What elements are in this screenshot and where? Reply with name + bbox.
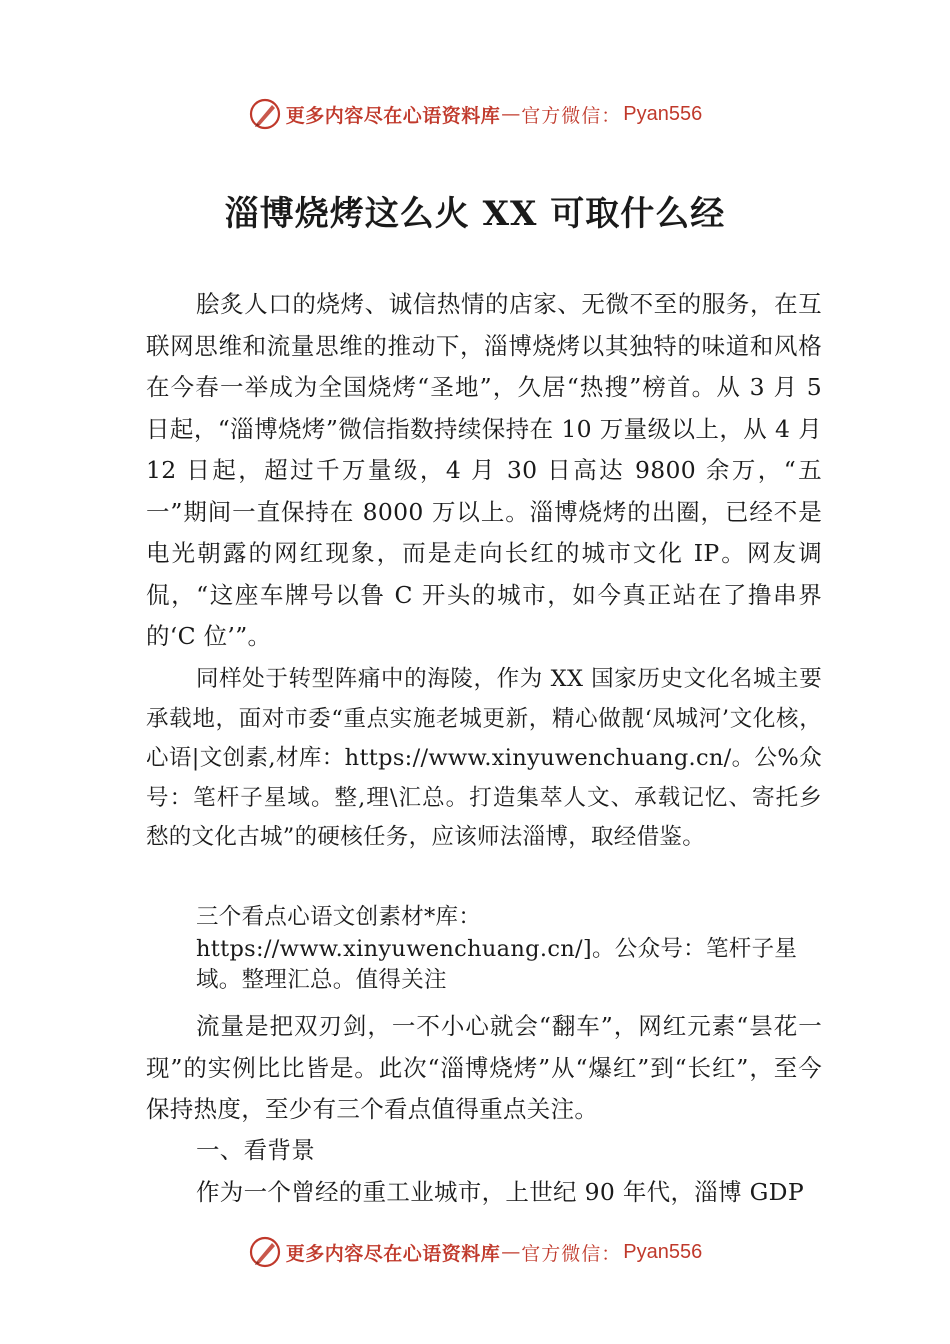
header-banner xyxy=(0,96,950,132)
quill-pen-logo-icon xyxy=(248,97,282,131)
page-title: 淄博烧烤这么火 XX 可取什么经 xyxy=(224,194,726,234)
footer-banner xyxy=(0,1234,950,1270)
paragraph-traffic: 流量是把双刃剑，一不小心就会“翻车”，网红元素“昙花一现”的实例比比皆是。此次“淄博烧烤”从“爆红”到“长红”，至今保持热度，至少有三个看点值得重点关注。 xyxy=(146,1012,822,1123)
banner-dash: — xyxy=(501,103,521,125)
quill-pen-logo-icon xyxy=(248,1235,282,1269)
banner-text: 更多内容尽在心语资料库 xyxy=(285,1242,501,1265)
paragraph-hailing: 同样处于转型阵痛中的海陵，作为 XX 国家历史文化名城主要承载地，面对市委“重点实施老城更新，精心做靓‘凤城河’文化核，心语|文创素,材库：https://www.xinyuwenchuang.cn/。公%众号：笔杆子星域。整,理\汇总。打造集萃人文、承载记忆、寄托乡愁的文化古城”的硬核任务，应该师法淄博，取经借鉴。 xyxy=(146,666,822,850)
paragraph-intro: 脍炙人口的烧烤、诚信热情的店家、无微不至的服务，在互联网思维和流量思维的推动下，淄博烧烤以其独特的味道和风格在今春一举成为全国烧烤“圣地”，久居“热搜”榜首。从 3 月 5 日起，“淄博烧烤”微信指数持续保持在 10 万量级以上，从 4 月 12 日起，超过千万量级，4 月 30 日高达 9800 余万，“五一”期间一直保持在 8000 万以上。淄博烧烤的出圈，已经不是电光朝露的网红现象，而是走向长红的城市文化 IP。网友调侃，“这座车牌号以鲁 C 开头的城市，如今真正站在了撸串界的‘C 位’”。 xyxy=(146,290,822,650)
paragraph-three-points: 三个看点心语文创素材*库：https://www.xinyuwenchuang.cn/]。公众号：笔杆子星域。整理汇总。值得关注 xyxy=(196,904,798,993)
banner-dash: — xyxy=(501,1241,521,1263)
banner-wechat-id: Pyan556 xyxy=(623,1240,703,1263)
paragraph-background: 作为一个曾经的重工业城市，上世纪 90 年代，淄博 GDP xyxy=(196,1178,804,1206)
banner-text: 更多内容尽在心语资料库 xyxy=(285,104,501,127)
banner-wechat-id: Pyan556 xyxy=(623,102,703,125)
banner-wechat-label: 官方微信： xyxy=(521,1242,622,1265)
banner-wechat-label: 官方微信： xyxy=(521,104,622,127)
section-heading-background: 一、看背景 xyxy=(196,1136,315,1164)
